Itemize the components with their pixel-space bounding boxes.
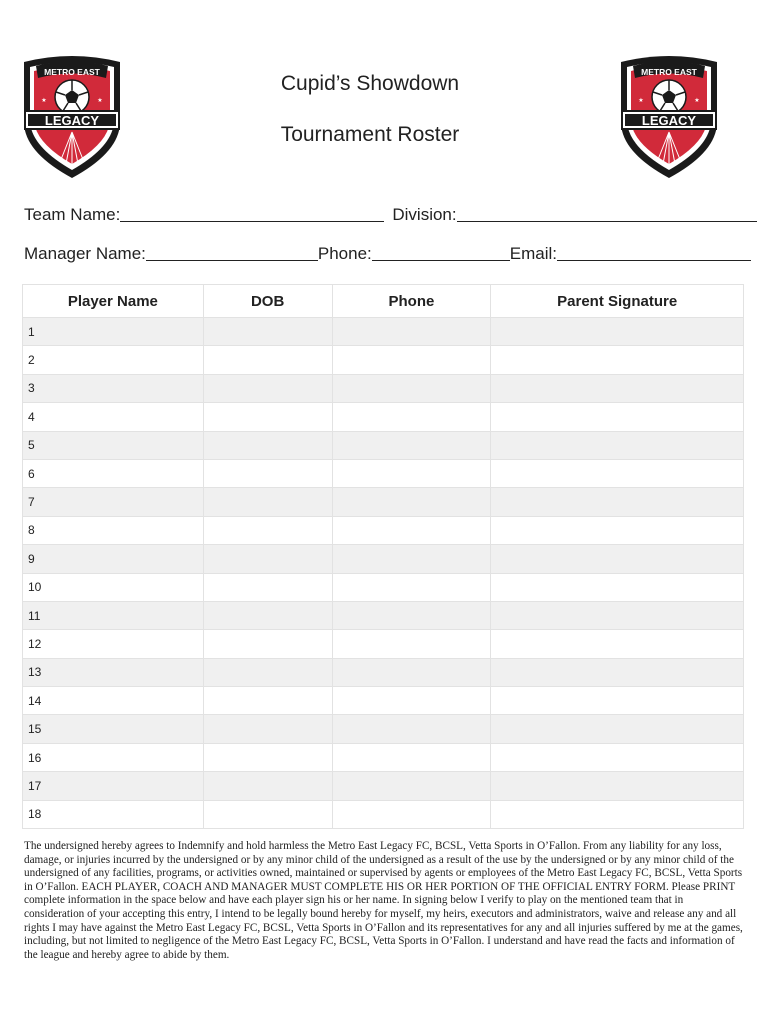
dob-cell[interactable] <box>203 431 332 459</box>
manager-name-label: Manager Name: <box>24 244 146 263</box>
phone-cell[interactable] <box>332 715 491 743</box>
metro-east-legacy-logo-left <box>20 52 124 180</box>
phone-cell[interactable] <box>332 431 491 459</box>
row-number: 16 <box>23 743 204 771</box>
row-number: 5 <box>23 431 204 459</box>
roster-subtitle: Tournament Roster <box>280 123 460 146</box>
table-row <box>23 573 744 601</box>
signature-cell[interactable] <box>491 545 744 573</box>
team-name-field[interactable] <box>120 205 384 222</box>
metro-east-legacy-logo-right <box>617 52 721 180</box>
dob-cell[interactable] <box>203 346 332 374</box>
signature-cell[interactable] <box>491 431 744 459</box>
signature-cell[interactable] <box>491 459 744 487</box>
phone-cell[interactable] <box>332 318 491 346</box>
signature-cell[interactable] <box>491 687 744 715</box>
signature-cell[interactable] <box>491 516 744 544</box>
table-row <box>23 403 744 431</box>
table-row <box>23 658 744 686</box>
column-header-parent-signature: Parent Signature <box>491 285 744 318</box>
signature-cell[interactable] <box>491 658 744 686</box>
phone-cell[interactable] <box>332 346 491 374</box>
dob-cell[interactable] <box>203 318 332 346</box>
signature-cell[interactable] <box>491 743 744 771</box>
table-row <box>23 800 744 828</box>
svg-text:★: ★ <box>41 98 47 104</box>
liability-disclaimer: The undersigned hereby agrees to Indemnify and hold harmless the Metro East Legacy FC, BCSL, Vetta Sports in O’Fallon. From any liability for any loss, damage, or injuries incurred by the undersigned or by any minor child of the undersigned as a result of the use by the undersigned or by any minor child of the undersigned of any facilities, programs, or activities owned, maintained or supervised by agents or employees of the Metro East Legacy FC, BCSL, Vetta Sports in O’Fallon. EACH PLAYER, COACH AND MANAGER MUST COMPLETE HIS OR HER PORTION OF THE OFFICIAL ENTRY FORM. Please PRINT complete information in the space below and have each player sign his or her name. In signing below I verify to play on the mentioned team that in consideration of your accepting this entry, I intend to be legally bound hereby for myself, my heirs, executors and administrators, waive and release any and all rights I may have against the Metro East Legacy FC, BCSL, Vetta Sports in O’Fallon and its representatives for any and all injuries suffered by me at the games, including, but not limited to negligence of the Metro East Legacy FC, BCSL, Vetta Sports in O’Fallon. I understand and have read the facts and information of the league and hereby agree to abide by them. <box>24 840 743 961</box>
team-name-label: Team Name: <box>24 205 121 224</box>
phone-cell[interactable] <box>332 403 491 431</box>
row-number: 7 <box>23 488 204 516</box>
phone-cell[interactable] <box>332 658 491 686</box>
table-row <box>23 346 744 374</box>
phone-cell[interactable] <box>332 516 491 544</box>
phone-cell[interactable] <box>332 545 491 573</box>
email-label: Email: <box>509 244 558 263</box>
row-number: 10 <box>23 573 204 601</box>
signature-cell[interactable] <box>491 800 744 828</box>
dob-cell[interactable] <box>203 488 332 516</box>
signature-cell[interactable] <box>491 601 744 629</box>
logo-top-text: METRO EAST <box>641 67 697 77</box>
dob-cell[interactable] <box>203 772 332 800</box>
row-number: 15 <box>23 715 204 743</box>
logo-main-text: LEGACY <box>641 113 697 128</box>
dob-cell[interactable] <box>203 743 332 771</box>
signature-cell[interactable] <box>491 573 744 601</box>
email-field[interactable] <box>557 244 751 261</box>
dob-cell[interactable] <box>203 715 332 743</box>
phone-cell[interactable] <box>332 743 491 771</box>
phone-label: Phone: <box>317 244 372 263</box>
dob-cell[interactable] <box>203 374 332 402</box>
row-number: 3 <box>23 374 204 402</box>
dob-cell[interactable] <box>203 630 332 658</box>
svg-text:★: ★ <box>694 98 700 104</box>
row-number: 11 <box>23 601 204 629</box>
row-number: 2 <box>23 346 204 374</box>
table-row <box>23 743 744 771</box>
table-row <box>23 601 744 629</box>
row-number: 4 <box>23 403 204 431</box>
row-number: 12 <box>23 630 204 658</box>
table-row <box>23 431 744 459</box>
phone-cell[interactable] <box>332 601 491 629</box>
manager-info-row <box>24 244 744 264</box>
signature-cell[interactable] <box>491 772 744 800</box>
dob-cell[interactable] <box>203 403 332 431</box>
signature-cell[interactable] <box>491 374 744 402</box>
phone-cell[interactable] <box>332 630 491 658</box>
dob-cell[interactable] <box>203 573 332 601</box>
dob-cell[interactable] <box>203 800 332 828</box>
dob-cell[interactable] <box>203 601 332 629</box>
signature-cell[interactable] <box>491 346 744 374</box>
table-row <box>23 772 744 800</box>
svg-text:★: ★ <box>638 98 644 104</box>
phone-cell[interactable] <box>332 687 491 715</box>
row-number: 18 <box>23 800 204 828</box>
phone-cell[interactable] <box>332 772 491 800</box>
table-row <box>23 687 744 715</box>
logo-top-text: METRO EAST <box>44 67 100 77</box>
manager-name-field[interactable] <box>146 244 318 261</box>
row-number: 6 <box>23 459 204 487</box>
dob-cell[interactable] <box>203 658 332 686</box>
table-row <box>23 459 744 487</box>
phone-cell[interactable] <box>332 374 491 402</box>
dob-cell[interactable] <box>203 687 332 715</box>
column-header-player-name: Player Name <box>23 285 204 318</box>
row-number: 13 <box>23 658 204 686</box>
phone-cell[interactable] <box>332 459 491 487</box>
phone-field[interactable] <box>372 244 510 261</box>
table-row <box>23 488 744 516</box>
row-number: 1 <box>23 318 204 346</box>
signature-cell[interactable] <box>491 715 744 743</box>
table-row <box>23 545 744 573</box>
column-header-dob: DOB <box>203 285 332 318</box>
division-field[interactable] <box>457 205 757 222</box>
signature-cell[interactable] <box>491 403 744 431</box>
signature-cell[interactable] <box>491 318 744 346</box>
table-row <box>23 630 744 658</box>
phone-cell[interactable] <box>332 488 491 516</box>
tournament-title: Cupid’s Showdown <box>280 72 460 95</box>
svg-text:★: ★ <box>97 98 103 104</box>
dob-cell[interactable] <box>203 459 332 487</box>
phone-cell[interactable] <box>332 800 491 828</box>
team-info-row <box>24 205 744 225</box>
division-label: Division: <box>392 205 457 224</box>
row-number: 9 <box>23 545 204 573</box>
logo-main-text: LEGACY <box>44 113 100 128</box>
dob-cell[interactable] <box>203 545 332 573</box>
column-header-phone: Phone <box>332 285 491 318</box>
dob-cell[interactable] <box>203 516 332 544</box>
table-header-row <box>23 285 744 318</box>
phone-cell[interactable] <box>332 573 491 601</box>
signature-cell[interactable] <box>491 630 744 658</box>
table-row <box>23 715 744 743</box>
roster-table <box>22 284 744 829</box>
row-number: 14 <box>23 687 204 715</box>
table-row <box>23 516 744 544</box>
row-number: 8 <box>23 516 204 544</box>
signature-cell[interactable] <box>491 488 744 516</box>
table-row <box>23 318 744 346</box>
row-number: 17 <box>23 772 204 800</box>
table-row <box>23 374 744 402</box>
